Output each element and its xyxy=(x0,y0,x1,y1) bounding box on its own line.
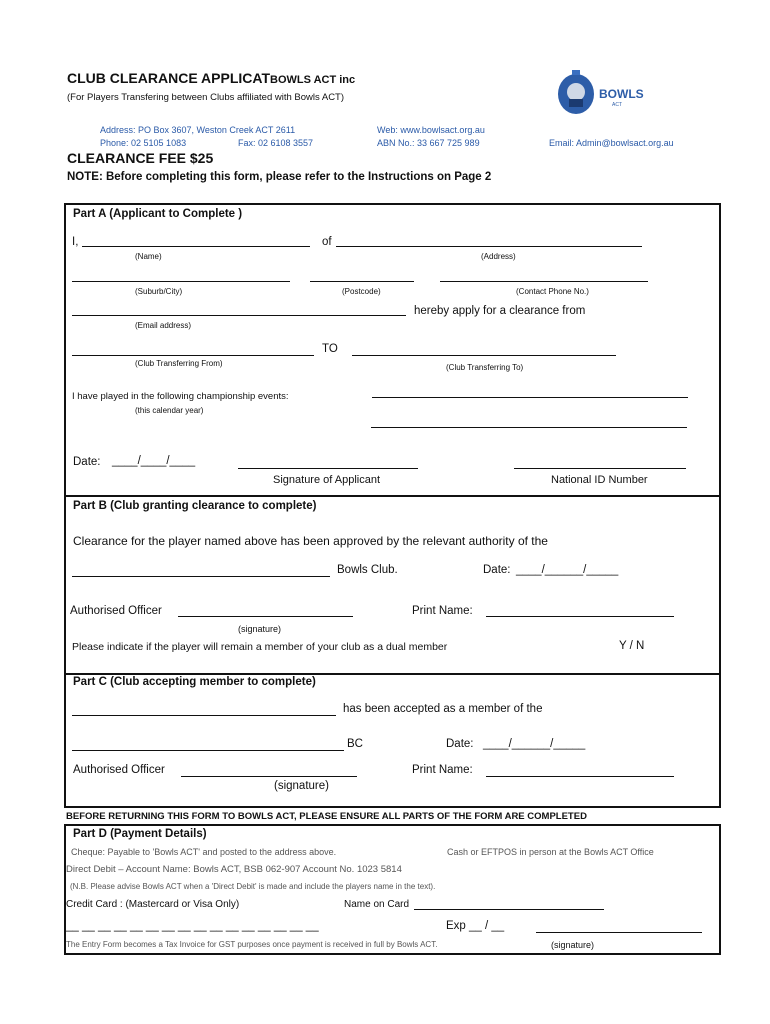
part-c-date-field[interactable]: ____/______/_____ xyxy=(483,738,586,750)
name-on-card-label: Name on Card xyxy=(344,899,410,910)
postcode-caption: (Postcode) xyxy=(342,287,381,296)
club-from-field[interactable] xyxy=(72,355,314,356)
championship-text: I have played in the following championship events: xyxy=(72,391,289,402)
cheque-text: Cheque: Payable to 'Bowls ACT' and posted to the address above. xyxy=(71,847,337,857)
part-b-signature-caption: (signature) xyxy=(238,624,282,634)
club-from-caption: (Club Transferring From) xyxy=(135,359,223,368)
part-b-date-label: Date: xyxy=(483,564,511,576)
of-label: of xyxy=(322,236,332,248)
credit-card-label: Credit Card : (Mastercard or Visa Only) xyxy=(66,899,240,910)
part-d-heading: Part D (Payment Details) xyxy=(73,828,207,840)
email-field[interactable] xyxy=(72,315,406,316)
to-label: TO xyxy=(322,343,338,355)
tax-invoice-footer: The Entry Form becomes a Tax Invoice for GST purposes once payment is received in full by Bowls ACT. xyxy=(66,940,438,949)
national-id-field[interactable] xyxy=(514,468,686,469)
part-c-officer-label: Authorised Officer xyxy=(73,764,165,776)
email-text: Email: Admin@bowlsact.org.au xyxy=(549,138,674,148)
part-b-heading: Part B (Club granting clearance to complete) xyxy=(73,500,317,512)
name-on-card-field[interactable] xyxy=(414,909,604,910)
name-caption: (Name) xyxy=(135,252,162,261)
web-text: Web: www.bowlsact.org.au xyxy=(377,125,485,135)
part-b-print-name-label: Print Name: xyxy=(412,605,473,617)
address-caption: (Address) xyxy=(481,252,516,261)
part-c-officer-signature[interactable] xyxy=(181,776,357,777)
championship-field-2[interactable] xyxy=(371,427,687,428)
signature-caption: Signature of Applicant xyxy=(273,474,381,486)
date-label: Date: xyxy=(73,456,101,468)
accepting-club-field[interactable] xyxy=(72,750,344,751)
date-field[interactable]: ____/____/____ xyxy=(112,455,196,467)
form-subtitle: (For Players Transfering between Clubs affiliated with Bowls ACT) xyxy=(67,92,345,103)
card-signature-field[interactable] xyxy=(536,932,702,933)
national-id-caption: National ID Number xyxy=(551,474,648,486)
contact-phone-caption: (Contact Phone No.) xyxy=(516,287,589,296)
card-number-field[interactable]: __ __ __ __ __ __ __ __ __ __ __ __ __ __ __ __ xyxy=(66,920,319,932)
email-caption: (Email address) xyxy=(135,321,192,330)
part-c-print-name-label: Print Name: xyxy=(412,764,473,776)
bowls-act-logo xyxy=(552,66,652,118)
abn-text: ABN No.: 33 667 725 989 xyxy=(377,138,480,148)
accepted-text: has been accepted as a member of the xyxy=(343,703,543,715)
cash-text: Cash or EFTPOS in person at the Bowls ACT Office xyxy=(447,847,654,857)
suburb-caption: (Suburb/City) xyxy=(135,287,183,296)
championship-field-1[interactable] xyxy=(372,397,688,398)
part-a-heading: Part A (Applicant to Complete ) xyxy=(73,208,243,220)
part-b-print-name-field[interactable] xyxy=(486,616,674,617)
card-signature-caption: (signature) xyxy=(551,940,595,950)
part-c-signature-caption: (signature) xyxy=(274,780,329,792)
note-text: NOTE: Before completing this form, please refer to the Instructions on Page 2 xyxy=(67,171,492,183)
suburb-field[interactable] xyxy=(72,281,290,282)
part-b-officer-label: Authorised Officer xyxy=(70,605,162,617)
fax-text: Fax: 02 6108 3557 xyxy=(238,138,314,148)
dual-member-yn[interactable]: Y / N xyxy=(619,640,645,652)
clearance-statement: Clearance for the player named above has been approved by the relevant authority of the xyxy=(73,534,548,548)
club-to-field[interactable] xyxy=(352,355,616,356)
part-a-box xyxy=(64,203,721,497)
part-b-officer-signature[interactable] xyxy=(178,616,353,617)
part-c-print-name-field[interactable] xyxy=(486,776,674,777)
member-name-field[interactable] xyxy=(72,715,336,716)
i-label: I, xyxy=(72,236,79,248)
logo-text: BOWLS xyxy=(599,87,644,101)
address-field[interactable] xyxy=(336,246,642,247)
part-b-date-field[interactable]: ____/______/_____ xyxy=(516,564,619,576)
bc-label: BC xyxy=(347,738,363,750)
club-to-caption: (Club Transferring To) xyxy=(446,363,524,372)
phone-text: Phone: 02 5105 1083 xyxy=(100,138,187,148)
name-field[interactable] xyxy=(82,246,310,247)
postcode-field[interactable] xyxy=(310,281,414,282)
address-text: Address: PO Box 3607, Weston Creek ACT 2611 xyxy=(100,125,296,135)
apply-text: hereby apply for a clearance from xyxy=(414,305,586,317)
applicant-signature-field[interactable] xyxy=(238,468,418,469)
part-c-box xyxy=(64,673,721,808)
bowls-club-label: Bowls Club. xyxy=(337,564,398,576)
contact-phone-field[interactable] xyxy=(440,281,648,282)
granting-club-field[interactable] xyxy=(72,576,330,577)
logo-subtext: ACT xyxy=(612,102,622,108)
before-returning-notice: BEFORE RETURNING THIS FORM TO BOWLS ACT, PLEASE ENSURE ALL PARTS OF THE FORM ARE COMPLETED xyxy=(66,811,587,822)
card-expiry-field[interactable]: Exp __ / __ xyxy=(446,920,505,932)
part-c-heading: Part C (Club accepting member to complete) xyxy=(73,676,316,688)
clearance-fee: CLEARANCE FEE $25 xyxy=(67,150,214,166)
dual-member-text: Please indicate if the player will remain a member of your club as a dual member xyxy=(72,641,448,653)
part-c-date-label: Date: xyxy=(446,738,474,750)
direct-debit-note: (N.B. Please advise Bowls ACT when a 'Direct Debit' is made and include the players name in the text). xyxy=(70,882,436,891)
direct-debit-text: Direct Debit – Account Name: Bowls ACT, BSB 062-907 Account No. 1023 5814 xyxy=(66,864,402,875)
calendar-year-caption: (this calendar year) xyxy=(135,406,204,415)
form-title: CLUB CLEARANCE APPLICATBOWLS ACT inc xyxy=(67,70,356,86)
